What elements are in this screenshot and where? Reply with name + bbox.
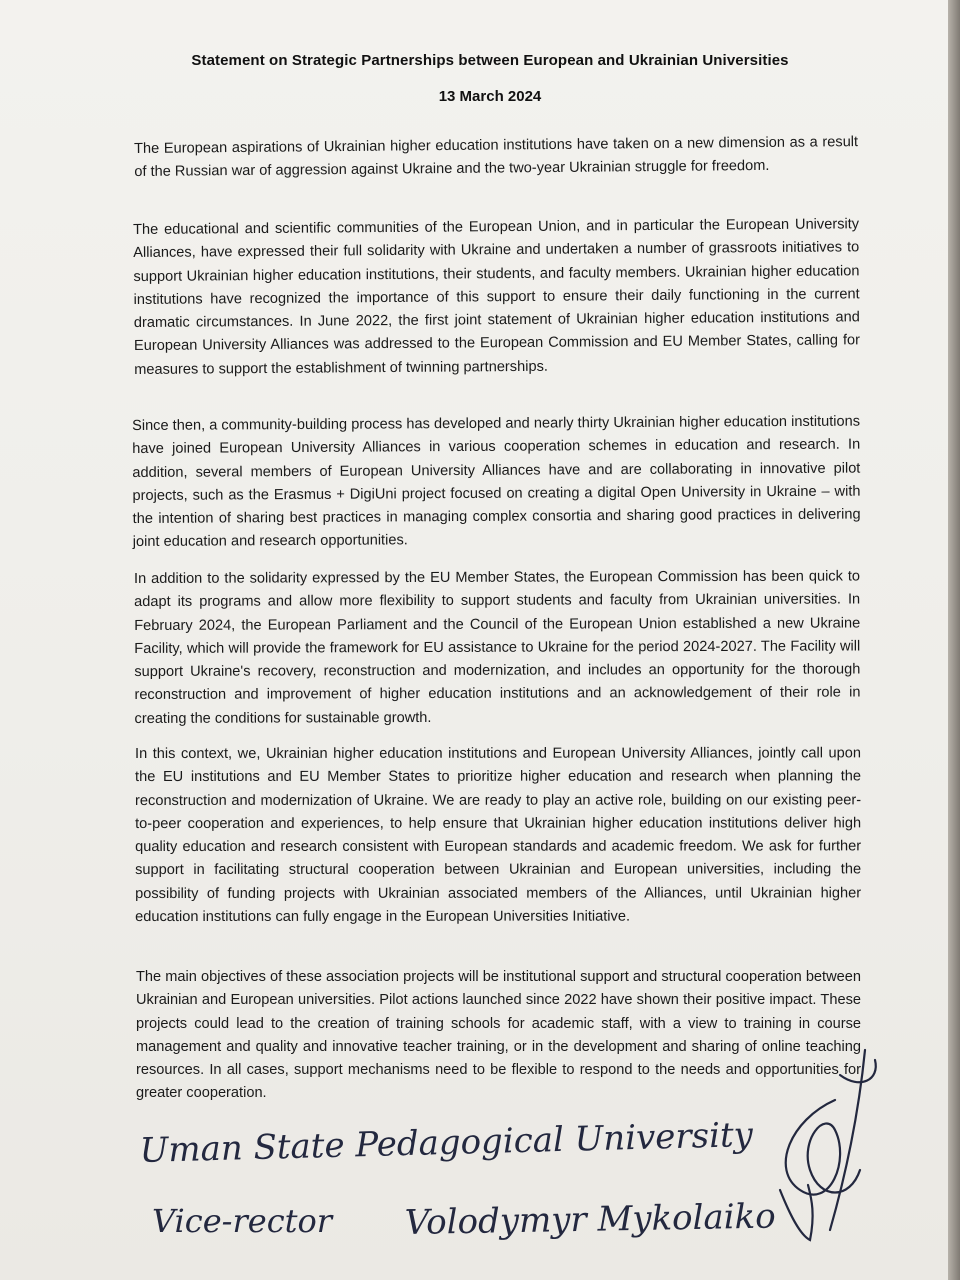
paragraph-1: The European aspirations of Ukrainian higher education institutions have taken on a new dimension as a result of the Russian war of aggression against Ukraine and the two-year Ukrainian struggle for freedom. bbox=[134, 134, 859, 181]
paragraph-6: The main objectives of these association projects will be institutional support and structural cooperation between Ukrainian and European universities. Pilot actions launched since 2022 have shown their positive impact. These projects could lead to the creation of training schools for academic staff, with a view to training in course management and quality and innovative teacher training, or in the development and sharing of online teaching resources. In all cases, support mechanisms need to be flexible to respond to the needs and opportunities for greater cooperation. bbox=[136, 969, 861, 1102]
paragraph-5: In this context, we, Ukrainian higher education institutions and European University Alliances, jointly call upon the EU institutions and EU Member States to prioritize higher education and research when planning the reconstruction and modernization of Ukraine. We are ready to play an active role, building on our existing peer-to-peer cooperation and experiences, to help ensure that Ukrainian higher education institutions deliver high quality education and research consistent with European standards and academic freedom. We ask for further support in facilitating structural cooperation between Ukrainian and European universities, including the possibility of funding projects with Ukrainian associated members of the Alliances, until Ukrainian higher education institutions can fully engage in the European Universities Initiative. bbox=[135, 745, 862, 926]
paragraph-2: The educational and scientific communities of the European Union, and in particular the European University Alliances, have expressed their full solidarity with Ukraine and undertaken a number of grassroots initiatives to support Ukrainian higher education institutions, their students, and faculty members. Ukrainian higher education institutions have recognized the importance of this support to ensure their daily functioning in the current dramatic circumstances. In June 2022, the first joint statement of Ukrainian higher education institutions and European University Alliances was addressed to the European Commission and EU Member States, calling for measures to support the establishment of twinning partnerships. bbox=[133, 216, 861, 378]
paragraph-4: In addition to the solidarity expressed by the EU Member States, the European Commission has been quick to adapt its programs and allow more flexibility to support students and faculty from Ukrainian universities. In February 2024, the European Parliament and the Council of the European Union established a new Ukraine Facility, which will provide the framework for EU assistance to Ukraine for the period 2024-2027. The Facility will support Ukraine's recovery, reconstruction and modernization, and includes an opportunity for the thorough reconstruction and improvement of higher education institutions and an acknowledgement of their role in creating the conditions for sustainable growth. bbox=[134, 568, 861, 727]
handwritten-role: Vice-rector bbox=[152, 1202, 333, 1240]
handwritten-university-name: Uman State Pedagogical University bbox=[139, 1114, 754, 1171]
document-date: 13 March 2024 bbox=[438, 88, 542, 105]
document-title: Statement on Strategic Partnerships between European and Ukrainian Universities bbox=[191, 52, 789, 69]
paragraph-3: Since then, a community-building process has developed and nearly thirty Ukrainian higher education institutions have joined European University Alliances in various cooperation schemes in education and research. In addition, several members of European University Alliances have and are collaborating in innovative pilot projects, such as the Erasmus + DigiUni project focused on creating a digital Open University in Ukraine – with the intention of sharing best practices in managing complex consortia and sharing good practices in delivering joint education and research opportunities. bbox=[132, 413, 861, 551]
page-edge bbox=[948, 0, 960, 1280]
handwritten-name: Volodymyr Mykolaiko bbox=[404, 1196, 777, 1243]
